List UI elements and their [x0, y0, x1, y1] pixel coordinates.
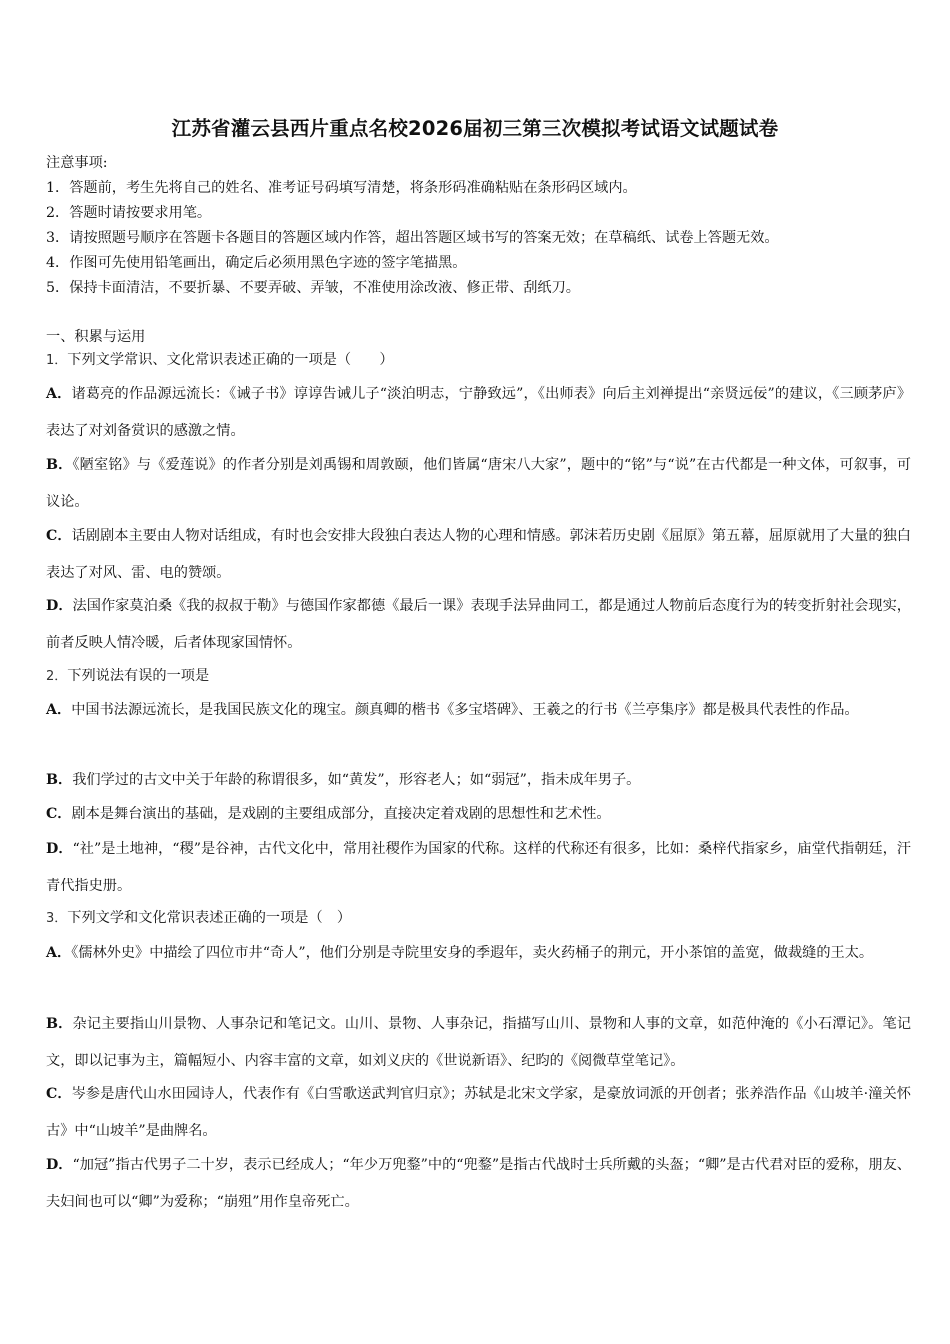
notice-block — [46, 151, 916, 301]
option-d — [46, 588, 911, 662]
notice-item: 3．请按照题号顺序在答题卡各题目的答题区域内作答，超出答题区域书写的答案无效；在草稿纸、试卷上答题无效。 — [46, 230, 779, 246]
notice-item: 2．答题时请按要求用笔。 — [46, 205, 212, 221]
option-letter: D． — [46, 841, 73, 857]
option-c — [46, 796, 911, 833]
option-text: 《陋室铭》与《爱莲说》的作者分别是刘禹锡和周敦颐，他们皆属“唐宋八大家”，题中的“铭”与“说”在古代都是一种文体，可叙事，可议论。 — [46, 457, 911, 510]
option-d — [46, 831, 911, 905]
notice-heading: 注意事项: — [46, 155, 108, 171]
question-number: 3． — [46, 911, 68, 926]
option-letter: C． — [46, 528, 72, 544]
question-stem — [46, 348, 916, 373]
option-b — [46, 1006, 911, 1080]
notice-item: 4．作图可先使用铅笔画出，确定后必须用黑色字迹的签字笔描黑。 — [46, 255, 467, 271]
question-number: 1． — [46, 353, 68, 368]
question-number: 2． — [46, 669, 68, 684]
option-letter: C． — [46, 806, 72, 822]
option-text: 诸葛亮的作品源远流长：《诫子书》谆谆告诫儿子“淡泊明志，宁静致远”，《出师表》向后主刘禅提出“亲贤远佞”的建议，《三顾茅庐》表达了对刘备赏识的感激之情。 — [46, 386, 912, 439]
option-d — [46, 1147, 911, 1221]
option-letter: C． — [46, 1086, 72, 1102]
option-letter: A． — [46, 702, 72, 718]
option-letter: D． — [46, 1157, 73, 1173]
option-text: 法国作家莫泊桑《我的叔叔于勒》与德国作家都德《最后一课》表现手法异曲同工，都是通过人物前后态度行为的转变折射社会现实，前者反映人情冷暖，后者体现家国情怀。 — [46, 598, 911, 651]
option-text: 中国书法源远流长，是我国民族文化的瑰宝。颜真卿的楷书《多宝塔碑》、王羲之的行书《兰亭集序》都是极具代表性的作品。 — [71, 702, 859, 718]
question-text: 下列文学和文化常识表述正确的一项是（ ） — [67, 910, 352, 926]
option-text: 岑参是唐代山水田园诗人，代表作有《白雪歌送武判官归京》；苏轼是北宋文学家，是豪放词派的开创者；张养浩作品《山坡羊·潼关怀古》中“山坡羊”是曲牌名。 — [46, 1086, 911, 1139]
option-letter: B． — [46, 1016, 73, 1032]
option-a — [46, 692, 911, 729]
option-text: 剧本是舞台演出的基础，是戏剧的主要组成部分，直接决定着戏剧的思想性和艺术性。 — [71, 806, 611, 822]
question-text: 下列文学常识、文化常识表述正确的一项是（ ） — [67, 352, 394, 368]
option-b — [46, 762, 911, 799]
section-title: 一、积累与运用 — [46, 329, 146, 345]
option-text: “社”是土地神，“稷”是谷神，古代文化中，常用社稷作为国家的代称。这样的代称还有很多，比如：桑梓代指家乡，庙堂代指朝廷，汗青代指史册。 — [46, 841, 911, 894]
question-stem — [46, 906, 916, 931]
option-letter: A． — [46, 945, 72, 961]
question-text: 下列说法有误的一项是 — [67, 668, 210, 684]
page-title: 江苏省灌云县西片重点名校2026届初三第三次模拟考试语文试题试卷 — [171, 117, 779, 140]
option-a — [46, 935, 911, 972]
option-letter: A． — [46, 386, 72, 402]
option-b — [46, 447, 911, 521]
option-text: 我们学过的古文中关于年龄的称谓很多，如“黄发”，形容老人；如“弱冠”，指未成年男子。 — [72, 772, 641, 788]
option-text: “加冠”指古代男子二十岁，表示已经成人；“年少万兜鍪”中的“兜鍪”是指古代战时士兵所戴的头盔；“卿”是古代君对臣的爱称，朋友、夫妇间也可以“卿”为爱称；“崩殂”用作皇帝死亡。 — [46, 1157, 911, 1210]
option-letter: B． — [46, 457, 73, 473]
notice-item: 1．答题前，考生先将自己的姓名、准考证号码填写清楚，将条形码准确粘贴在条形码区域内。 — [46, 180, 637, 196]
option-letter: D． — [46, 598, 73, 614]
option-c — [46, 518, 911, 592]
question-stem — [46, 664, 916, 689]
option-text: 话剧剧本主要由人物对话组成，有时也会安排大段独白表达人物的心理和情感。郭沫若历史剧《屈原》第五幕，屈原就用了大量的独白表达了对风、雷、电的赞颂。 — [46, 528, 911, 581]
option-text: 杂记主要指山川景物、人事杂记和笔记文。山川、景物、人事杂记，指描写山川、景物和人事的文章，如范仲淹的《小石潭记》。笔记文，即以记事为主，篇幅短小、内容丰富的文章，如刘义庆的《世说新语》、纪昀的《阅微草堂笔记》。 — [46, 1016, 912, 1069]
option-a — [46, 376, 911, 450]
option-letter: B． — [46, 772, 73, 788]
notice-item: 5．保持卡面清洁，不要折暴、不要弄破、弄皱，不准使用涂改液、修正带、刮纸刀。 — [46, 280, 580, 296]
option-c — [46, 1076, 911, 1150]
option-text: 《儒林外史》中描绘了四位市井“奇人”，他们分别是寺院里安身的季遐年，卖火药桶子的荆元，开小茶馆的盖宽，做裁缝的王太。 — [71, 945, 874, 961]
